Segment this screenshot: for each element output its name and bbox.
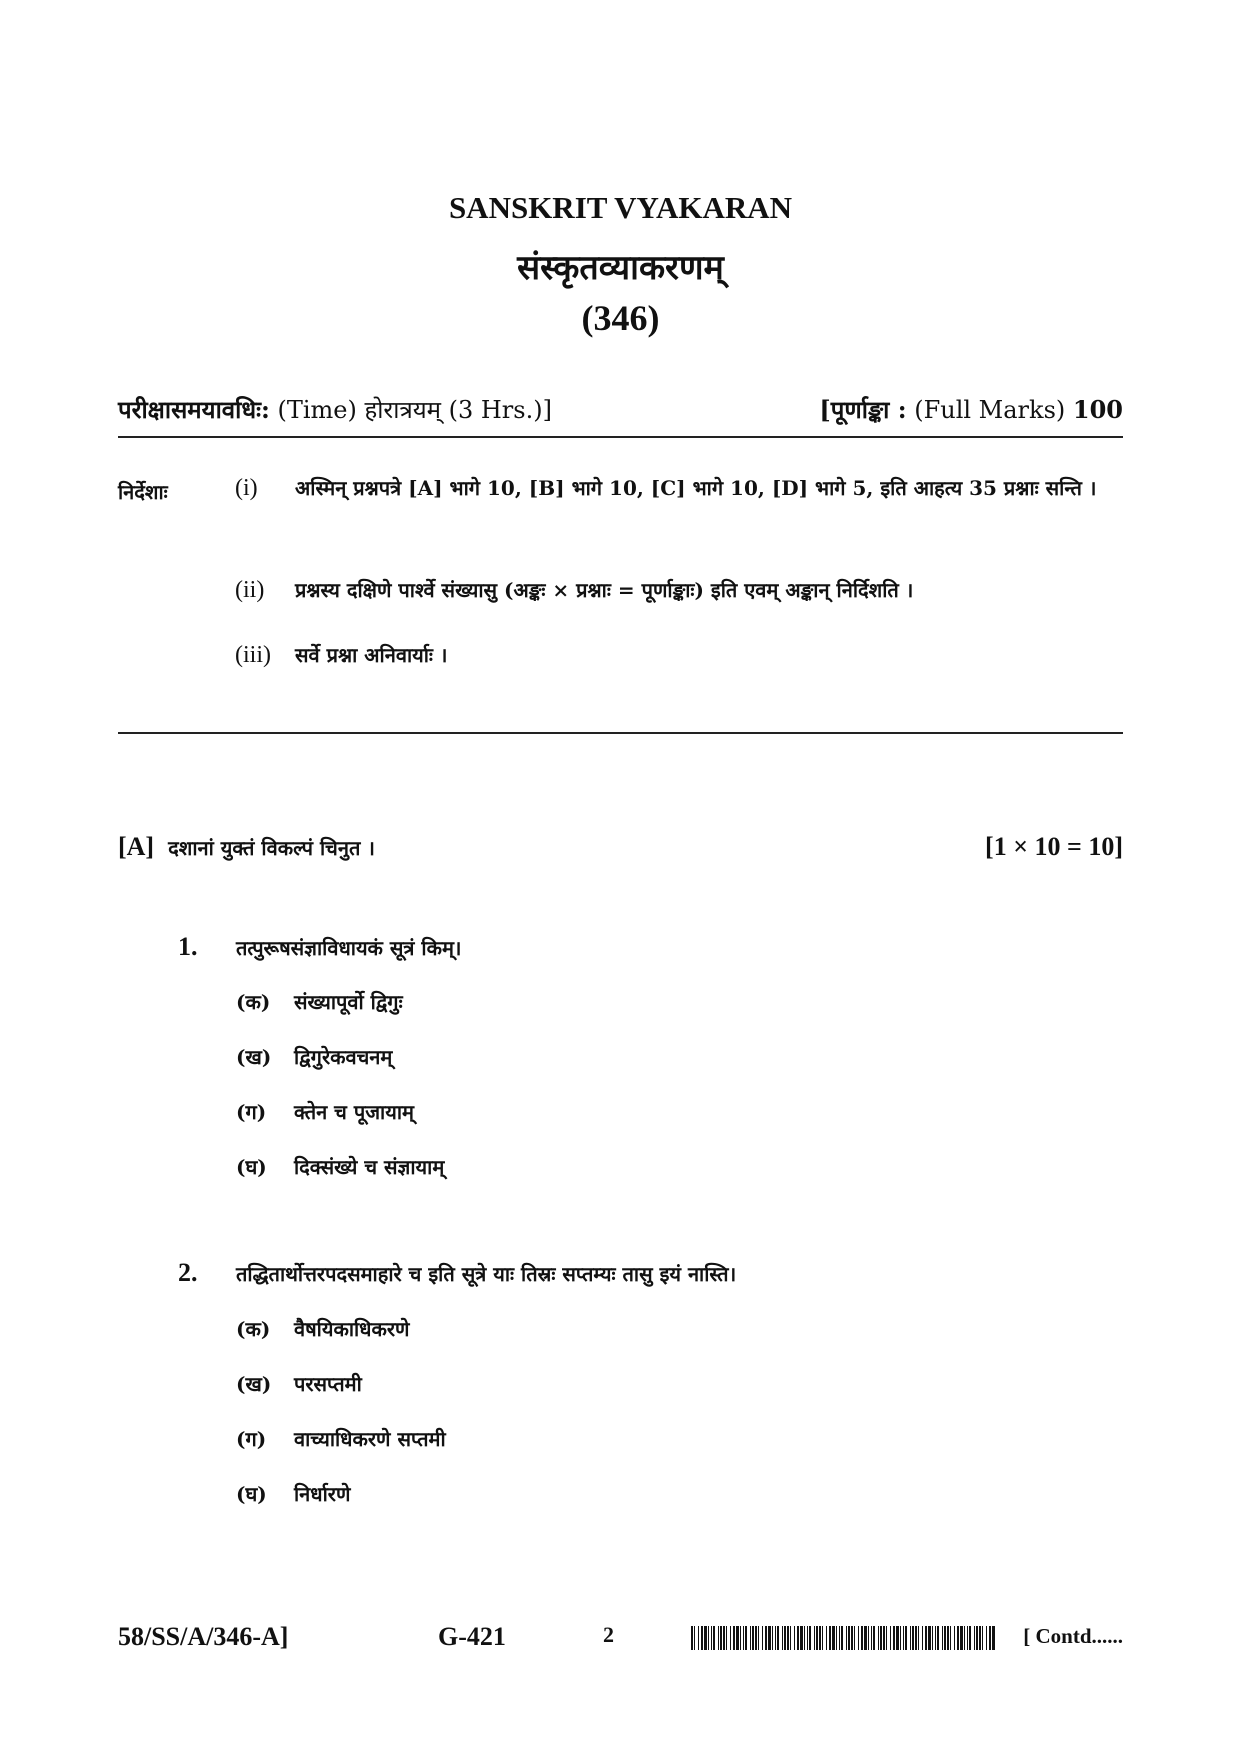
section-tag: [A] (118, 832, 155, 861)
instruction-item (235, 637, 1125, 673)
time-value: (Time) होरात्रयम् (3 Hrs.)] (277, 396, 552, 424)
paper-code: 58/SS/A/346-A] (118, 1622, 289, 1651)
option (236, 1480, 350, 1507)
instruction-text: अस्मिन् प्रश्नपत्रे [A] भागे 10, [B] भागे 10, [C] भागे 10, [D] भागे 5, इति आहत्य 35 प्रश्नाः सन्ति । (295, 476, 1097, 500)
option-label: (क) (236, 1317, 271, 1341)
marks-value: (Full Marks) (914, 396, 1066, 424)
instruction-number: (ii) (235, 577, 265, 603)
question-number: 1. (178, 932, 198, 961)
header-divider (118, 436, 1123, 438)
instruction-text: सर्वे प्रश्ना अनिवार्याः । (295, 643, 448, 667)
option (236, 1043, 392, 1070)
instruction-text: प्रश्नस्य दक्षिणे पार्श्वे संख्यासु (अङ्कः × प्रश्नाः = पूर्णाङ्काः) इति एवम् अङ्कान् निर्दिशति । (295, 578, 914, 602)
option-text: वाच्याधिकरणे सप्तमी (294, 1427, 446, 1451)
option (236, 1315, 409, 1342)
subject-code: (346) (581, 298, 660, 338)
option-text: क्तेन च पूजायाम् (294, 1100, 414, 1124)
time-info: परीक्षासमयावधिः: (Time) होरात्रयम् (3 Hrs.)] (118, 395, 552, 424)
section-header (118, 832, 1123, 862)
instruction-item (235, 572, 1125, 608)
instruction-number: (i) (235, 475, 258, 501)
option-label: (ग) (236, 1427, 267, 1451)
option-label: (ग) (236, 1100, 267, 1124)
option-text: निर्धारणे (294, 1482, 351, 1506)
option-text: दिक्संख्ये च संज्ञायाम् (294, 1155, 445, 1179)
instructions-divider (118, 732, 1123, 734)
time-marks-row (118, 393, 1123, 426)
option-label: (ख) (236, 1045, 272, 1069)
option-text: परसप्तमी (294, 1372, 362, 1396)
option-label: (घ) (236, 1155, 267, 1179)
option (236, 1153, 444, 1180)
barcode-icon (691, 1626, 996, 1650)
series-code: G-421 (438, 1622, 506, 1651)
question-text: तद्धितार्थोत्तरपदसमाहारे च इति सूत्रे याः तिस्रः सप्तम्यः तासु इयं नास्ति। (236, 1262, 737, 1286)
option-text: वैषयिकाधिकरणे (294, 1317, 410, 1341)
instruction-item (235, 470, 1125, 506)
option-label: (क) (236, 990, 271, 1014)
marks-label: [पूर्णाङ्का : (819, 395, 907, 424)
option-text: द्विगुरेकवचनम् (294, 1045, 393, 1069)
question (178, 932, 462, 962)
question-text: तत्पुरूषसंज्ञाविधायकं सूत्रं किम्। (236, 936, 462, 960)
marks-info (819, 393, 1123, 426)
section-marks: [1 × 10 = 10] (985, 832, 1123, 861)
option (236, 1098, 414, 1125)
option-label: (ख) (236, 1372, 272, 1396)
section-instruction: दशानां युक्तं विकल्पं चिनुत । (168, 836, 375, 860)
option (236, 988, 403, 1015)
title-hindi: संस्कृतव्याकरणम् (517, 248, 724, 288)
page-number: 2 (603, 1622, 614, 1647)
title-english: SANSKRIT VYAKARAN (448, 190, 793, 225)
option-label: (घ) (236, 1482, 267, 1506)
marks-number: 100 (1072, 395, 1123, 424)
question-number: 2. (178, 1258, 198, 1287)
option-text: संख्यापूर्वो द्विगुः (294, 990, 403, 1014)
instruction-number: (iii) (235, 642, 271, 668)
continued-label: [ Contd...... (1023, 1624, 1123, 1648)
page-footer (118, 1622, 1123, 1662)
option (236, 1425, 446, 1452)
question (178, 1258, 736, 1288)
instructions-label: निर्देशाः (118, 480, 168, 504)
time-label: परीक्षासमयावधिः (118, 395, 261, 424)
option (236, 1370, 362, 1397)
